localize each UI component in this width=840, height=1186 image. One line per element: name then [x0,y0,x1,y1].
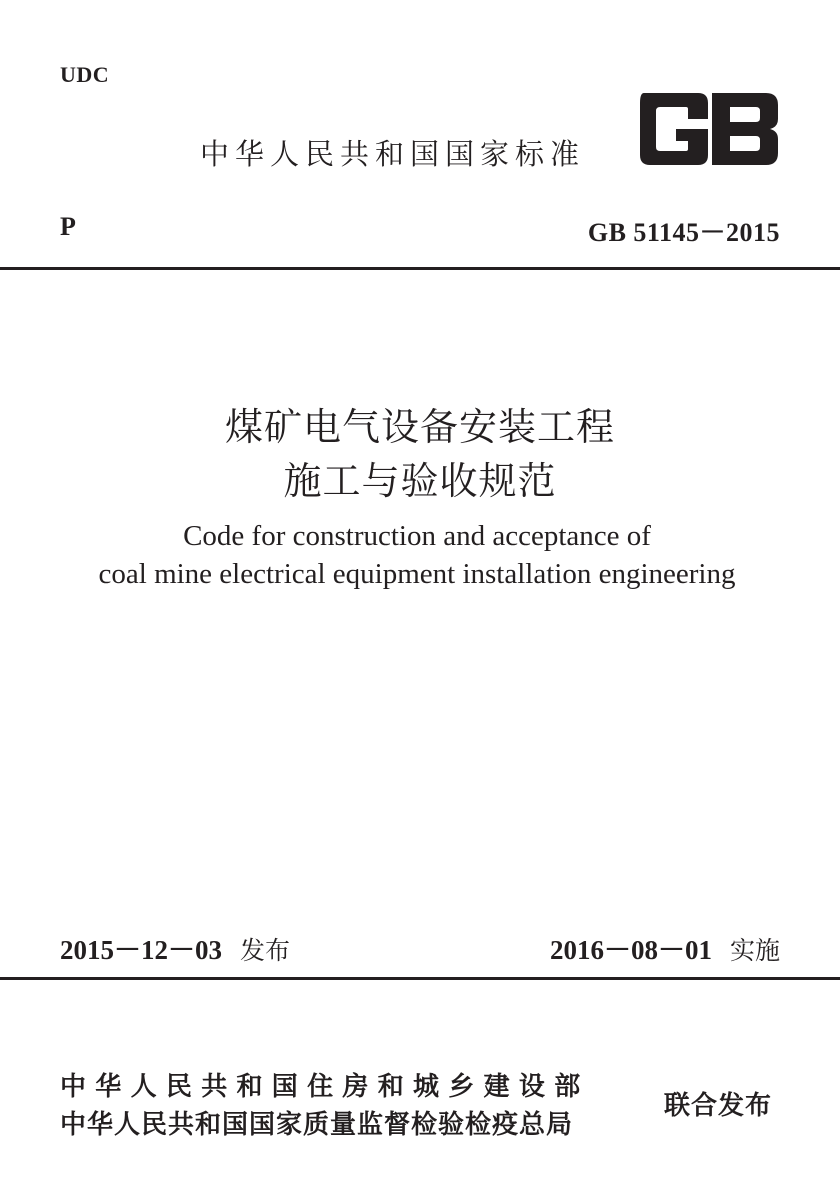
implement-label: 实施 [729,936,780,965]
english-title-line1: Code for construction and acceptance of [183,520,651,552]
bottom-divider [0,977,840,980]
issue-date: 2015－12－03 [60,935,222,965]
national-standard-label: 中华人民共和国国家标准 [200,137,586,171]
implement-date-row [550,928,780,967]
udc-label: UDC [60,62,110,87]
top-divider [0,267,840,270]
issue-date-row [60,928,290,967]
chinese-title-line1: 煤矿电气设备安装工程 [224,405,615,449]
category-code: P [60,212,76,241]
issue-label: 发布 [240,936,291,965]
joint-publish-label: 联合发布 [664,1091,773,1121]
publisher-line1: 中华人民共和国住房和城乡建设部 [60,1072,590,1102]
standard-number: GB 51145－2015 [587,218,780,247]
publisher-line2: 中华人民共和国国家质量监督检验检疫总局 [60,1110,574,1140]
gb-logo [636,89,781,169]
implement-date: 2016－08－01 [549,935,712,965]
chinese-title-line2: 施工与验收规范 [283,459,557,503]
gb-logo-icon [636,89,781,169]
english-title-line2: coal mine electrical equipment installation engineering [98,558,736,590]
